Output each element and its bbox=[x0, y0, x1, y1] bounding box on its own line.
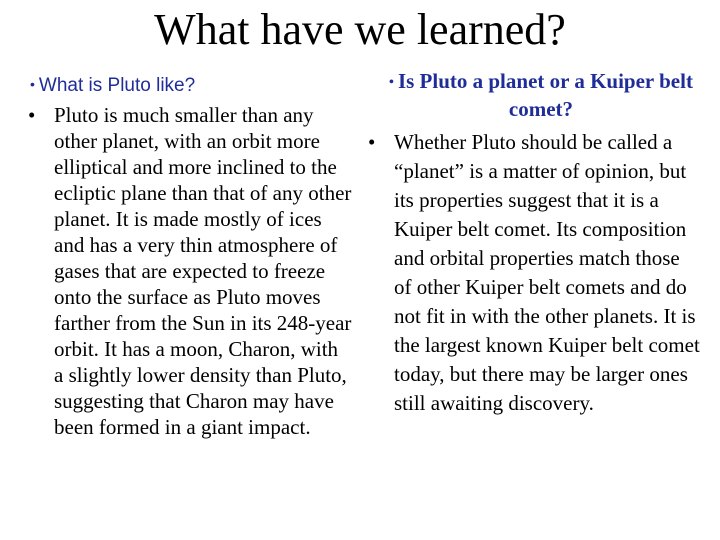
right-question-text: Is Pluto a planet or a Kuiper belt comet? bbox=[397, 69, 693, 121]
left-answer bbox=[22, 102, 352, 440]
answer-bullet: • bbox=[28, 103, 36, 127]
right-answer-text: Whether Pluto should be called a “planet” is a matter of opinion, but its properties suggest that it is a Kuiper belt comet. Its composition and orbital properties match those of other Kuiper belt comets and do not fit in with the other planets. It is the largest known Kuiper belt comet today, but there may be larger ones still awaiting discovery. bbox=[394, 130, 700, 415]
right-question bbox=[362, 68, 702, 122]
left-question bbox=[22, 72, 352, 98]
right-answer bbox=[362, 128, 702, 418]
left-answer-text: Pluto is much smaller than any other planet, with an orbit more elliptical and more inclined to the ecliptic plane than that of any other planet. It is made mostly of ices and has a very thin atmosphere of gases that are expected to freeze onto the surface as Pluto moves farther from the Sun in its 248-year orbit. It has a moon, Charon, with a slightly lower density than Pluto, suggesting that Charon may have been formed in a giant impact. bbox=[54, 103, 352, 439]
slide-title: What have we learned? bbox=[154, 5, 566, 54]
left-question-text: What is Pluto like? bbox=[38, 75, 196, 96]
right-column bbox=[362, 68, 702, 418]
answer-bullet: • bbox=[368, 130, 376, 154]
left-column bbox=[22, 68, 352, 440]
question-bullet: • bbox=[30, 76, 35, 92]
question-bullet: • bbox=[389, 75, 394, 90]
